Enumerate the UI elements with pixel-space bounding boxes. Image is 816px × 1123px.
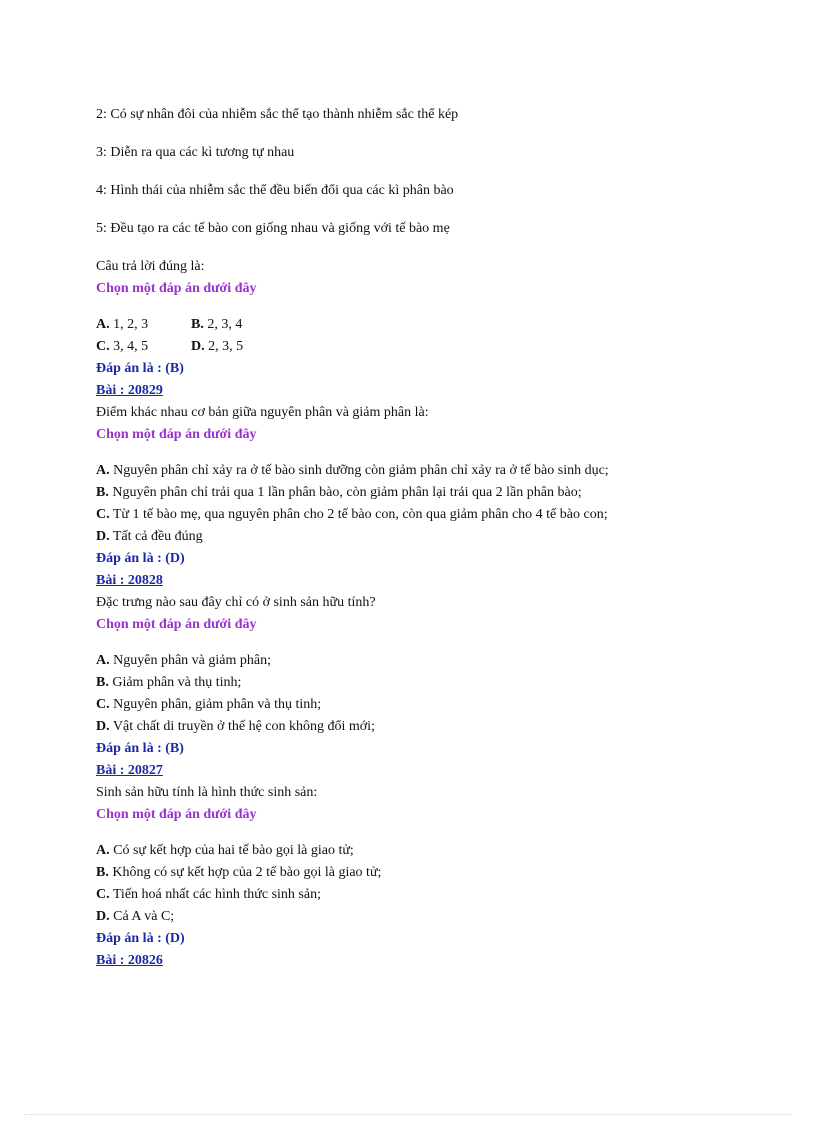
option-letter: C. (96, 507, 110, 522)
question-link[interactable]: Bài : 20828 (96, 573, 163, 588)
option-text: Từ 1 tế bào mẹ, qua nguyên phân cho 2 tế bào con, còn qua giảm phân cho 4 tế bào con; (109, 507, 608, 522)
question-prompt: Điểm khác nhau cơ bản giữa nguyên phân và giảm phân là: (96, 405, 429, 420)
choose-answer-label: Chọn một đáp án dưới đây (96, 617, 257, 632)
option-a[interactable] (96, 840, 736, 862)
statement-4: 4: Hình thái của nhiễm sắc thể đều biến đổi qua các kì phân bào (96, 183, 454, 198)
answer-label: Đáp án là : (B) (96, 741, 184, 756)
option-letter: D. (96, 719, 110, 734)
question-link[interactable]: Bài : 20826 (96, 953, 163, 968)
statement-2: 2: Có sự nhân đôi của nhiễm sắc thể tạo thành nhiễm sắc thể kép (96, 107, 459, 122)
option-letter: B. (191, 317, 204, 332)
option-text: 1, 2, 3 (109, 317, 149, 332)
option-text: 2, 3, 5 (204, 339, 244, 354)
option-c[interactable] (96, 336, 191, 358)
option-d[interactable] (96, 526, 736, 548)
page-divider (24, 1114, 792, 1115)
option-text: Tất cả đều đúng (109, 529, 203, 544)
option-letter: C. (96, 887, 110, 902)
option-letter: C. (96, 697, 110, 712)
option-a[interactable] (96, 314, 191, 336)
option-text: Có sự kết hợp của hai tế bào gọi là giao tử; (109, 843, 354, 858)
option-letter: D. (96, 909, 110, 924)
option-letter: B. (96, 675, 109, 690)
statement-3: 3: Diễn ra qua các kì tương tự nhau (96, 145, 295, 160)
question-prompt: Sinh sản hữu tính là hình thức sinh sản: (96, 785, 318, 800)
option-text: Tiến hoá nhất các hình thức sinh sản; (109, 887, 321, 902)
option-c[interactable] (96, 884, 736, 906)
option-d[interactable] (191, 336, 311, 358)
option-letter: C. (96, 339, 110, 354)
option-c[interactable] (96, 504, 736, 526)
option-text: Cả A và C; (109, 909, 175, 924)
option-d[interactable] (96, 906, 736, 928)
option-b[interactable] (191, 314, 311, 336)
question-prompt: Đặc trưng nào sau đây chỉ có ở sinh sản hữu tính? (96, 595, 376, 610)
answer-label: Đáp án là : (B) (96, 361, 184, 376)
option-text: 3, 4, 5 (109, 339, 149, 354)
option-text: Nguyên phân chỉ xảy ra ở tế bào sinh dưỡng còn giảm phân chỉ xảy ra ở tế bào sinh dục; (109, 463, 609, 478)
option-text: Nguyên phân chỉ trải qua 1 lần phân bào, còn giảm phân lại trải qua 2 lần phân bào; (108, 485, 582, 500)
choose-answer-label: Chọn một đáp án dưới đây (96, 807, 257, 822)
option-b[interactable] (96, 672, 736, 694)
option-letter: A. (96, 317, 110, 332)
question-link[interactable]: Bài : 20827 (96, 763, 163, 778)
statement-5: 5: Đều tạo ra các tế bào con giống nhau và giống với tế bào mẹ (96, 221, 450, 236)
option-text: Giảm phân và thụ tinh; (108, 675, 242, 690)
answer-label: Đáp án là : (D) (96, 551, 185, 566)
option-text: Vật chất di truyền ở thế hệ con không đổi mới; (109, 719, 375, 734)
option-text: Nguyên phân, giảm phân và thụ tinh; (109, 697, 322, 712)
option-letter: B. (96, 485, 109, 500)
option-letter: B. (96, 865, 109, 880)
option-letter: A. (96, 463, 110, 478)
option-a[interactable] (96, 460, 736, 482)
option-text: 2, 3, 4 (203, 317, 243, 332)
option-b[interactable] (96, 862, 736, 884)
choose-answer-label: Chọn một đáp án dưới đây (96, 281, 257, 296)
option-b[interactable] (96, 482, 736, 504)
option-grid (96, 314, 736, 358)
option-text: Nguyên phân và giảm phân; (109, 653, 271, 668)
document-page (96, 104, 736, 972)
option-c[interactable] (96, 694, 736, 716)
question-link[interactable]: Bài : 20829 (96, 383, 163, 398)
option-d[interactable] (96, 716, 736, 738)
option-letter: A. (96, 653, 110, 668)
option-letter: D. (191, 339, 205, 354)
question-prompt: Câu trả lời đúng là: (96, 259, 205, 274)
answer-label: Đáp án là : (D) (96, 931, 185, 946)
choose-answer-label: Chọn một đáp án dưới đây (96, 427, 257, 442)
option-text: Không có sự kết hợp của 2 tế bào gọi là giao tử; (108, 865, 382, 880)
option-letter: A. (96, 843, 110, 858)
option-a[interactable] (96, 650, 736, 672)
option-letter: D. (96, 529, 110, 544)
